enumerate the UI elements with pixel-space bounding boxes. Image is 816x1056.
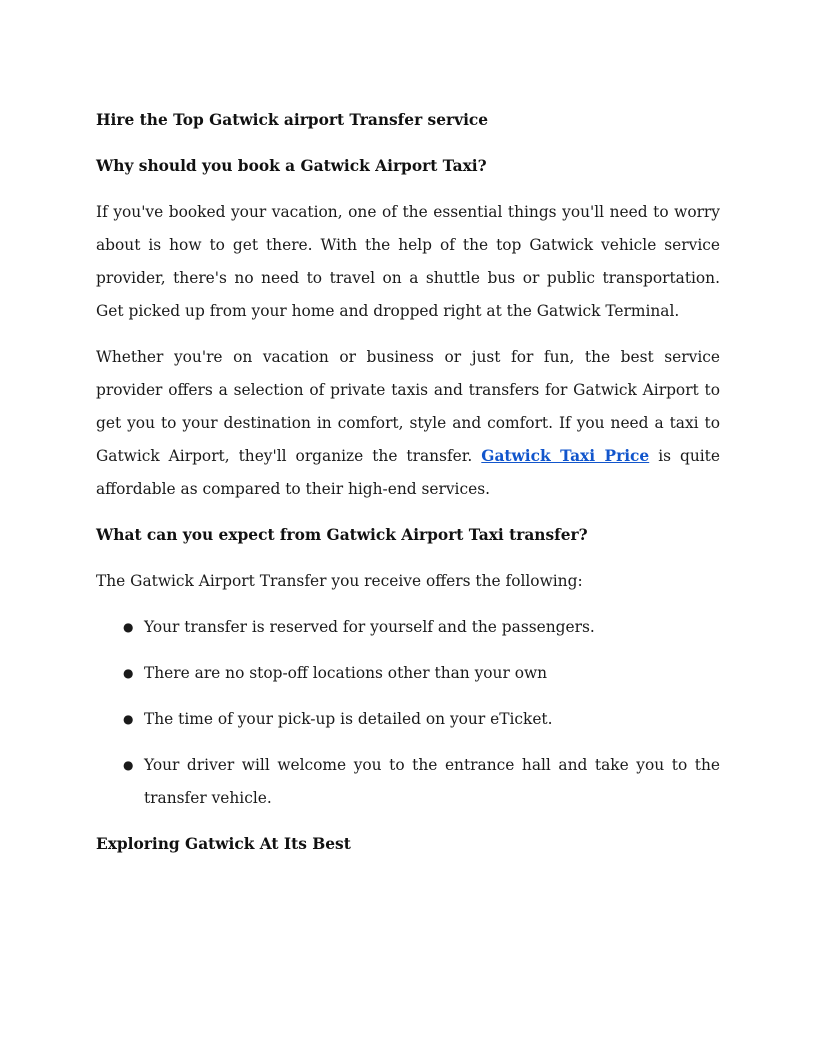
list-item xyxy=(96,703,720,736)
section-heading-expectations: What can you expect from Gatwick Airport Taxi transfer? xyxy=(96,526,588,544)
benefits-list xyxy=(96,611,720,815)
list-item xyxy=(96,657,720,690)
list-item-text: Your transfer is reserved for yourself and the passengers. xyxy=(144,618,595,636)
paragraph-text: is quite affordable as compared to their high-end services. xyxy=(96,447,720,498)
document-body xyxy=(96,104,720,874)
list-item-text: There are no stop-off locations other than your own xyxy=(144,664,548,682)
list-item xyxy=(96,611,720,644)
gatwick-taxi-price-link[interactable]: Gatwick Taxi Price xyxy=(481,447,650,465)
page-title: Hire the Top Gatwick airport Transfer service xyxy=(96,111,489,129)
section-heading-exploring: Exploring Gatwick At Its Best xyxy=(96,835,351,853)
list-item xyxy=(96,749,720,815)
paragraph-text: Whether you're on vacation or business or just for fun, the best service provider offers a selection of private taxis and transfers for Gatwick Airport to get you to your destination in comfort, style and comfort. If you need a taxi to Gatwick Airport, they'll organize the transfer. xyxy=(96,348,720,465)
section-heading-why-book: Why should you book a Gatwick Airport Taxi? xyxy=(96,157,487,175)
list-item-text: The time of your pick-up is detailed on your eTicket. xyxy=(144,710,553,728)
list-item-text: Your driver will welcome you to the entrance hall and take you to the transfer vehicle. xyxy=(144,756,720,807)
bullet-icon: ● xyxy=(123,666,134,680)
paragraph-intro: If you've booked your vacation, one of the essential things you'll need to worry about is how to get there. With the help of the top Gatwick vehicle service provider, there's no need to travel on a shuttle bus or public transportation. Get picked up from your home and dropped right at the Gatwick Terminal. xyxy=(96,203,720,320)
bullet-icon: ● xyxy=(123,712,134,726)
bullet-icon: ● xyxy=(123,758,134,772)
bullet-icon: ● xyxy=(123,620,134,634)
paragraph-list-intro: The Gatwick Airport Transfer you receive offers the following: xyxy=(96,572,583,590)
paragraph-service xyxy=(96,341,720,506)
